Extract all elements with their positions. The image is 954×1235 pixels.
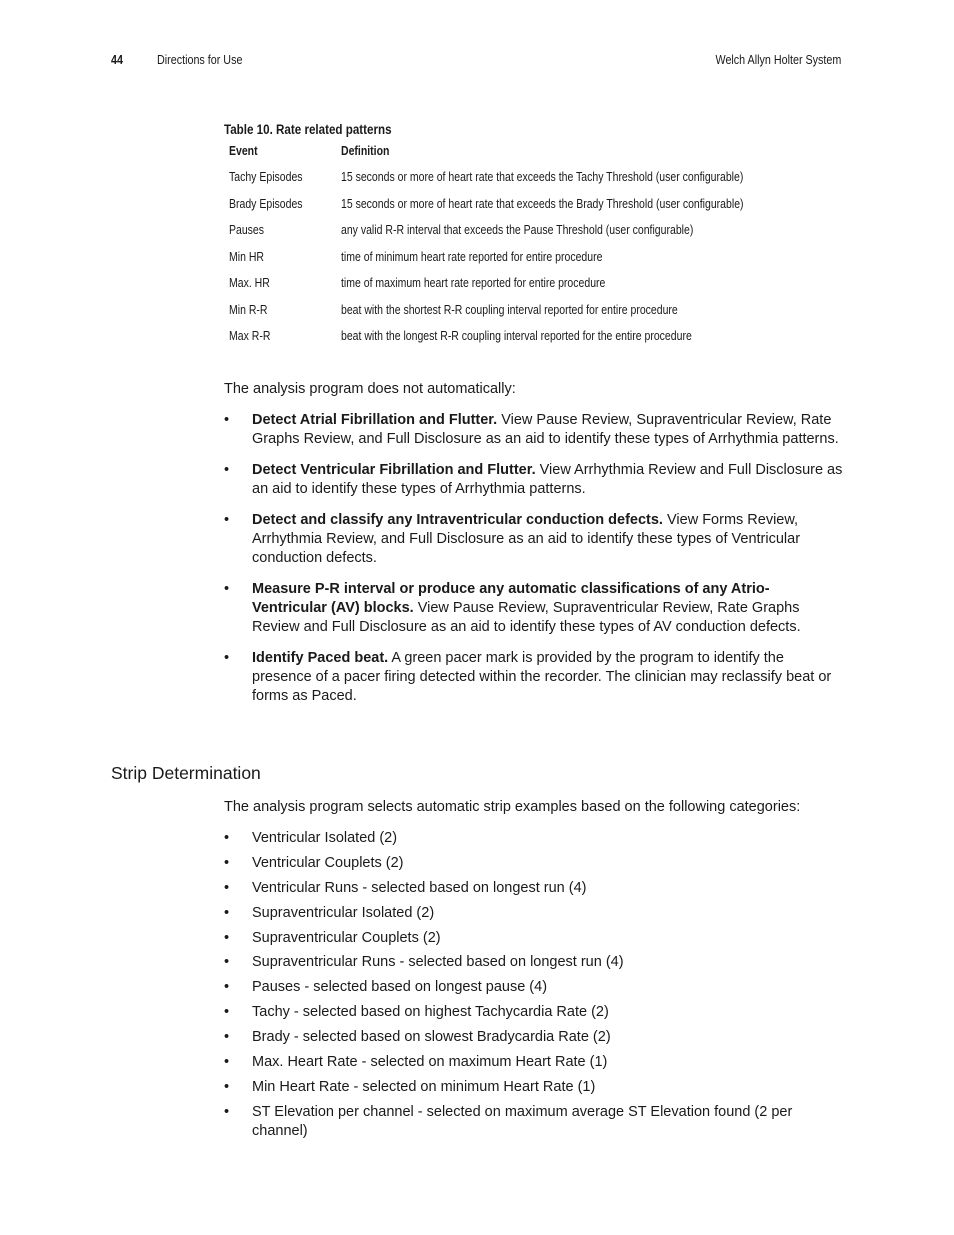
item-text: Supraventricular Runs - selected based on longest run (4) [252,954,624,971]
definition-cell: 15 seconds or more of heart rate that exceeds the Tachy Threshold (user configurable) [341,170,744,184]
table-row [229,329,829,356]
item-text: ST Elevation per channel - selected on maximum average ST Elevation found (2 per channel) [252,1103,793,1139]
table-row [229,197,829,224]
list-item [224,978,844,997]
table-row [229,276,829,303]
bullet-icon: • [224,412,230,428]
bullet-icon: • [224,904,230,921]
list-item [224,879,844,898]
list-item [224,1053,844,1072]
column-header-definition: Definition [341,144,390,158]
item-text: A green pacer mark is provided by the program to identify the presence of a pacer firing detected within the recorder. The clinician may reclassify beat or forms as Paced. [252,650,832,704]
event-cell: Min HR [229,249,265,264]
item-lead: Detect and classify any Intraventricular conduction defects. [252,512,663,529]
table-caption: Table 10. Rate related patterns [224,122,392,137]
list-item [224,1003,844,1022]
item-text: Min Heart Rate - selected on minimum Heart Rate (1) [252,1078,596,1095]
event-cell: Tachy Episodes [229,170,303,184]
page-number: 44 [111,53,123,67]
limitations-list [224,411,844,718]
bullet-icon: • [224,929,230,946]
item-text: View Forms Review, Arrhythmia Review, and Full Disclosure as an aid to identify these types of Ventricular conduction defects. [252,512,801,566]
definition-cell: any valid R-R interval that exceeds the Pause Threshold (user configurable) [341,223,694,237]
intro-paragraph: The analysis program does not automatically: [224,381,516,397]
list-item [224,411,844,449]
event-cell: Max R-R [229,329,271,343]
column-header-event: Event [229,144,258,158]
strip-categories-list [224,829,844,1146]
list-item [224,854,844,873]
definition-cell: time of minimum heart rate reported for entire procedure [341,249,603,264]
list-item [224,1028,844,1047]
bullet-icon: • [224,1029,230,1046]
bullet-icon: • [224,854,230,871]
item-lead: Detect Atrial Fibrillation and Flutter. [252,412,498,428]
item-text: View Pause Review, Supraventricular Review, Rate Graphs Review, and Full Disclosure as an aid to identify these types of Arrhythmia patterns. [252,412,839,447]
bullet-icon: • [224,581,230,598]
item-lead: Detect Ventricular Fibrillation and Flutter. [252,462,536,479]
running-header-left: Directions for Use [157,53,243,67]
event-cell: Brady Episodes [229,196,303,211]
bullet-icon: • [224,650,230,667]
definition-cell: beat with the shortest R-R coupling interval reported for entire procedure [341,302,678,317]
bullet-icon: • [224,462,230,479]
item-text: View Pause Review, Supraventricular Review, Rate Graphs Review and Full Disclosure as an aid to identify these types of AV conduction defects. [252,600,801,635]
list-item [224,511,844,567]
item-text: Brady - selected based on slowest Bradycardia Rate (2) [252,1029,611,1046]
bullet-icon: • [224,879,230,896]
list-item [224,1078,844,1097]
table-row [229,223,829,250]
item-text: Tachy - selected based on highest Tachycardia Rate (2) [252,1004,609,1021]
item-text: Pauses - selected based on longest pause (4) [252,979,548,996]
item-text: View Arrhythmia Review and Full Disclosure as an aid to identify these types of Arrhythmia patterns. [252,462,843,497]
list-item [224,649,844,705]
running-header-right: Welch Allyn Holter System [715,53,841,67]
bullet-icon: • [224,512,230,529]
definition-cell: beat with the longest R-R coupling interval reported for the entire procedure [341,329,692,343]
event-cell: Min R-R [229,302,268,317]
bullet-icon: • [224,1004,230,1021]
bullet-icon: • [224,1078,230,1095]
list-item [224,829,844,848]
table-row [229,303,829,330]
list-item [224,1103,812,1141]
list-item [224,580,844,636]
item-text: Ventricular Couplets (2) [252,854,404,871]
list-item [224,953,844,972]
table-header-row [229,144,829,170]
event-cell: Pauses [229,223,265,237]
list-item [224,461,844,499]
section-heading: Strip Determination [111,763,261,783]
bullet-icon: • [224,1054,230,1071]
item-lead: Identify Paced beat. [252,650,389,667]
item-text: Max. Heart Rate - selected on maximum Heart Rate (1) [252,1054,608,1071]
list-item [224,904,844,923]
section-intro-paragraph: The analysis program selects automatic strip examples based on the following categories: [224,799,801,815]
event-cell: Max. HR [229,276,270,290]
definition-cell: time of maximum heart rate reported for entire procedure [341,276,606,290]
item-text: Supraventricular Couplets (2) [252,929,441,946]
list-item [224,929,844,948]
item-text: Ventricular Runs - selected based on longest run (4) [252,879,587,896]
bullet-icon: • [224,830,230,846]
bullet-icon: • [224,979,230,996]
table-row [229,250,829,277]
bullet-icon: • [224,954,230,971]
bullet-icon: • [224,1103,230,1120]
item-text: Supraventricular Isolated (2) [252,904,435,921]
table-row [229,170,829,197]
item-text: Ventricular Isolated (2) [252,830,398,846]
rate-patterns-table [229,144,829,356]
definition-cell: 15 seconds or more of heart rate that exceeds the Brady Threshold (user configurable) [341,196,744,211]
item-lead: Measure P-R interval or produce any automatic classifications of any Atrio-Ventricular (AV) blocks. [252,581,770,617]
